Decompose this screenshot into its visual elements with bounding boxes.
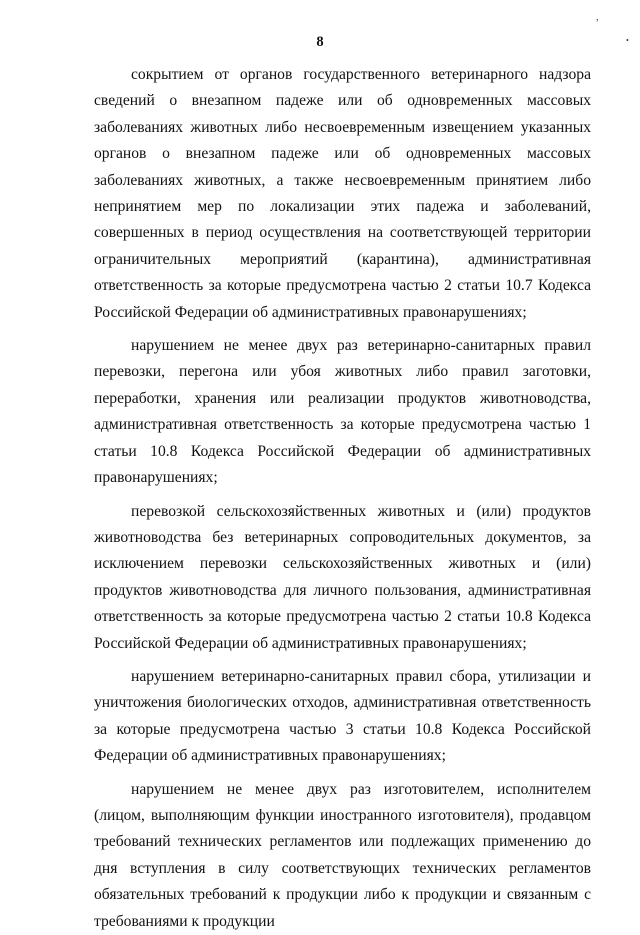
page-number: 8 [316, 34, 324, 50]
paragraph-4: нарушением ветеринарно-санитарных правил сбора, утилизации и уничтожения биологических отходов, административная ответственность за которые предусмотрена частью 3 статьи 10.8 Кодекса Российской Федерации об административных правонарушениях; [94, 667, 591, 765]
paragraph-3: перевозкой сельскохозяйственных животных и (или) продуктов животноводства без ветеринарных сопроводительных документов, за исключением перевозки сельскохозяйственных животных и (или) продуктов животноводства для личного пользования, административная ответственность за которые предусмотрена частью 2 статьи 10.8 Кодекса Российской Федерации об административных правонарушениях; [94, 502, 591, 652]
paragraph-5: нарушением не менее двух раз изготовителем, исполнителем (лицом, выполняющим функции иностранного изготовителя), продавцом требований технических регламентов или подлежащих применению до дня вступления в силу соответствующих технических регламентов обязательных требований к продукции либо к продукции и связанным с требованиями к продукции [94, 780, 591, 930]
paragraph-2: нарушением не менее двух раз ветеринарно-санитарных правил перевозки, перегона или убоя животных либо правил заготовки, переработки, хранения или реализации продуктов животноводства, административная ответственность за которые предусмотрена частью 1 статьи 10.8 Кодекса Российской Федерации об административных правонарушениях; [94, 337, 591, 487]
document-body [94, 62, 591, 935]
paragraph-1: сокрытием от органов государственного ветеринарного надзора сведений о внезапном падеже или об одновременных массовых заболеваниях животных либо несвоевременным извещением указанных органов о внезапном падеже или об одновременных массовых заболеваниях животных, а также несвоевременным принятием либо непринятием мер по локализации этих падежа и заболеваний, совершенных в период осуществления на соответствующей территории ограничительных мероприятий (карантина), административная ответственность за которые предусмотрена частью 2 статьи 10.7 Кодекса Российской Федерации об административных правонарушениях; [94, 66, 591, 321]
scan-mark: , [596, 12, 599, 23]
scan-dot: • [626, 36, 629, 45]
